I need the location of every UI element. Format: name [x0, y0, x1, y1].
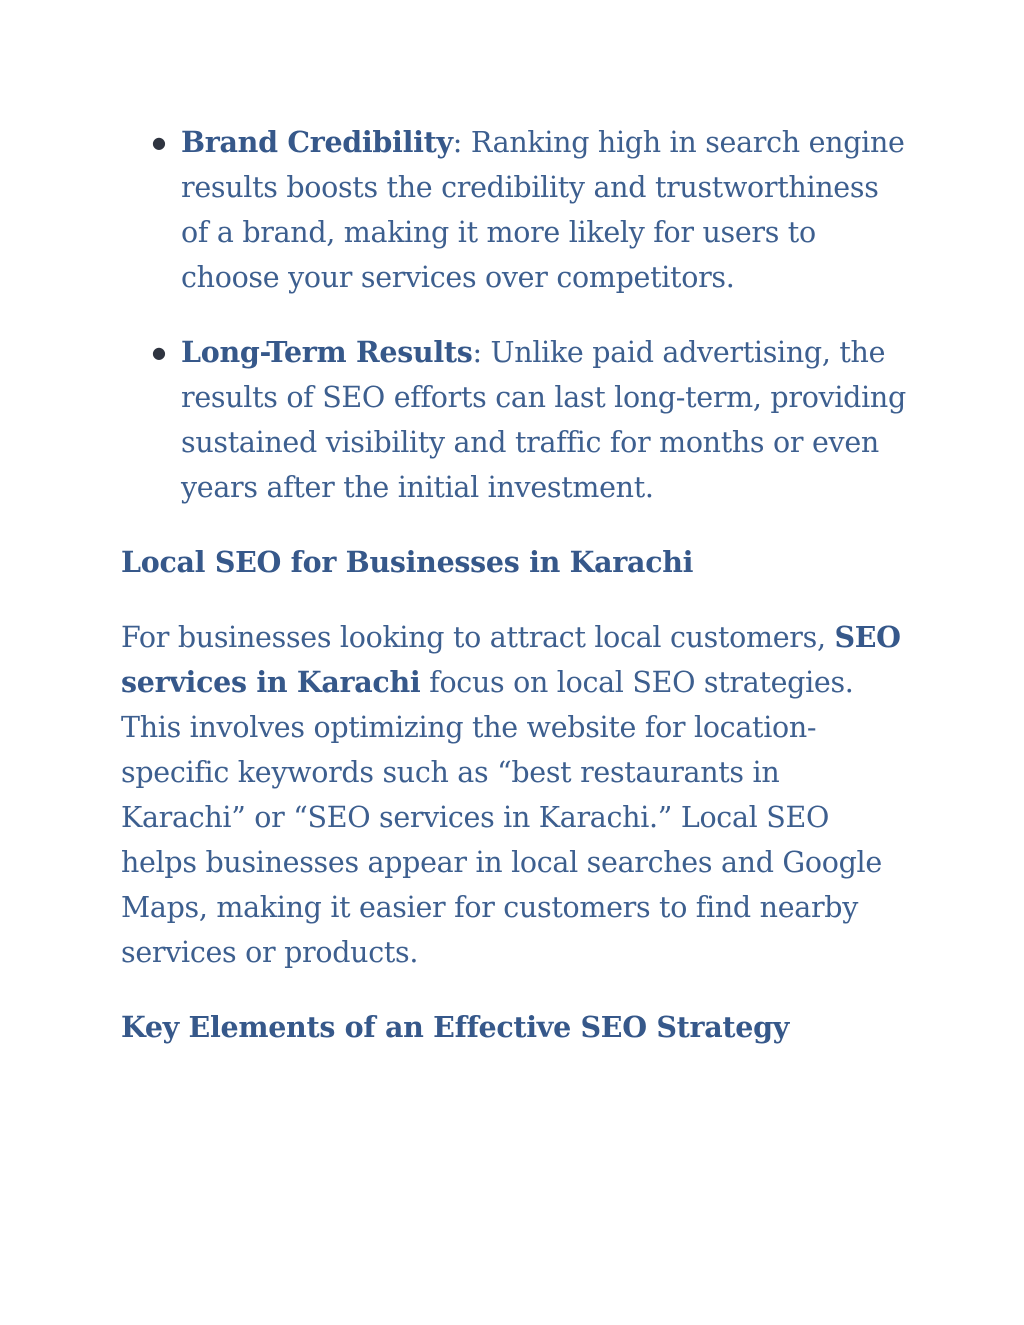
- item-title: Brand Credibility: [181, 125, 453, 159]
- paragraph-text-start: For businesses looking to attract local customers,: [121, 621, 835, 654]
- paragraph-bold-keyword: SEO services in Karachi: [121, 620, 901, 699]
- item-title: Long-Term Results: [181, 335, 473, 369]
- list-item: [121, 330, 911, 510]
- item-text: : Ranking high in search engine results boosts the credibility and trustworthiness of a brand, making it more likely for users to choose your services over competitors.: [181, 126, 905, 294]
- local-seo-paragraph: [121, 615, 911, 975]
- item-text: : Unlike paid advertising, the results of SEO efforts can last long-term, providing sustained visibility and traffic for months or even years after the initial investment.: [181, 336, 906, 504]
- bullet-dot-icon: ●: [152, 343, 166, 362]
- paragraph-text-end: focus on local SEO strategies. This involves optimizing the website for location-specific keywords such as “best restaurants in Karachi” or “SEO services in Karachi.” Local SEO helps businesses appear in local searches and Google Maps, making it easier for customers to find nearby services or products.: [121, 666, 882, 969]
- bullet-dot-icon: ●: [152, 133, 166, 152]
- document-page: [121, 120, 911, 1080]
- section-heading-local-seo: Local SEO for Businesses in Karachi: [121, 545, 694, 579]
- section-heading-key-elements: Key Elements of an Effective SEO Strategy: [121, 1010, 789, 1044]
- benefits-list: [121, 120, 911, 510]
- list-item: [121, 120, 911, 300]
